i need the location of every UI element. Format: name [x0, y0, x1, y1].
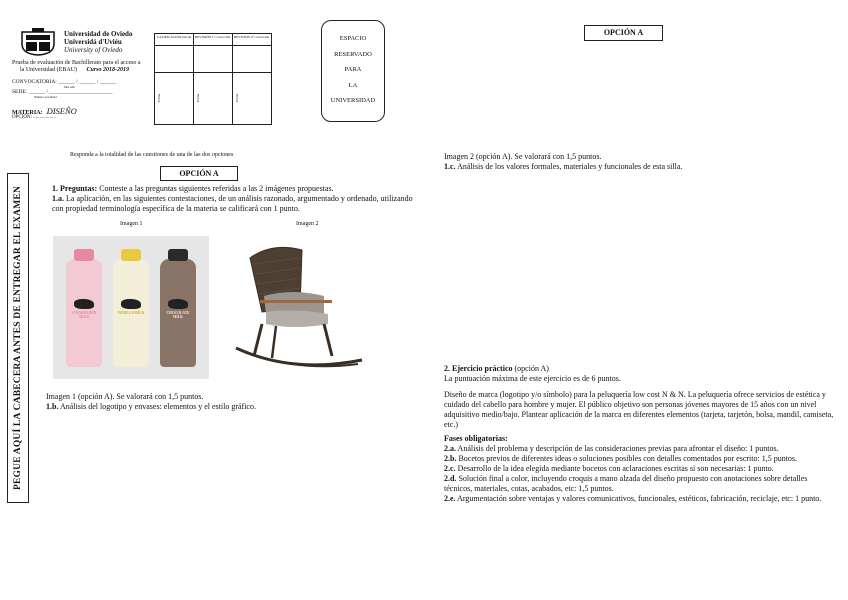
rocking-chair-image	[232, 238, 365, 376]
q1c-text: Análisis de los valores formales, materiales y funcionales de esta silla.	[455, 162, 683, 171]
phase-text: Análisis del problema y descripción de las consideraciones previas para afrontar el diseño: 1 puntos.	[456, 444, 779, 453]
side-banner-text: PEGUE AQUÍ LA CABECERA ANTES DE ENTREGAR EL EXAMEN	[13, 185, 23, 491]
option-title-left: OPCIÓN A	[160, 166, 238, 181]
grade-mid-line	[155, 72, 271, 73]
exercise-2	[444, 364, 824, 383]
img1-score: Imagen 1 (opción A). Se valorará con 1,5 puntos.	[46, 392, 204, 401]
exam-description	[12, 60, 141, 74]
q2-score: La puntuación máxima de este ejercicio es de 6 puntos.	[444, 374, 621, 383]
q2-title-suffix: (opción A)	[512, 364, 549, 373]
bottle-label: STRAWBERRY MILK	[71, 311, 97, 319]
brief-line: cuidado del cabello para hombre y mujer. El público objetivo son personas jóvenes mayores de 15 años con un nivel	[444, 400, 817, 409]
image-2-question	[444, 152, 824, 171]
q1a-line2: con propiedad terminología específica de la materia se calificará con 1 punto.	[52, 204, 300, 213]
grade-col-rev2: REVISIÓN 2ª corrección	[233, 35, 270, 39]
side-banner	[7, 173, 29, 503]
grade-divider	[232, 34, 233, 124]
phase-text: Solución final a color, incluyendo croquis a mano alzada del diseño propuesto con anotaciones sobre detalles	[456, 474, 808, 483]
phase-label: 2.d.	[444, 474, 457, 483]
q1b-text: Análisis del logotipo y envases: elementos y el estilo gráfico.	[58, 402, 256, 411]
brief-line: Diseño de marca (logotipo y/o símbolo) para la peluquería low cost N & N. La peluquería ofrece servicios de estética y	[444, 390, 826, 399]
exam-line-1: Prueba de evaluación de Bachillerato para el acceso a	[12, 60, 141, 66]
reserved-line: LA	[348, 81, 358, 89]
firma-label: Firma	[235, 93, 239, 102]
sede-field[interactable]: SEDE: ______ / _______________________	[12, 89, 113, 95]
q2-title: 2. Ejercicio práctico	[444, 364, 513, 373]
grade-header-line	[155, 45, 271, 46]
convocatoria-field[interactable]: CONVOCATORIA: ______ / ______ / ______	[12, 79, 117, 85]
reserved-space-box	[321, 20, 385, 122]
university-names	[64, 30, 132, 54]
vanilla-bottle	[113, 259, 149, 367]
firma-label: Firma	[157, 93, 161, 102]
milk-bottles-image	[53, 236, 209, 379]
q1-text: Conteste a las preguntas siguientes referidas a las 2 imágenes propuestas.	[97, 184, 334, 193]
convocatoria-sub: Mes Año	[64, 85, 75, 89]
image-1-question	[46, 392, 416, 411]
phases-title: Fases obligatorias:	[444, 434, 508, 443]
brief-line: etc.)	[444, 420, 458, 429]
bottle-cap	[168, 249, 188, 261]
phase-text: Desarrollo de la idea elegida mediante bocetos con aclaraciones escritas si son necesarias: 1 punto.	[455, 464, 774, 473]
university-logo-icon	[18, 28, 58, 56]
phase-text: Bocetos previos de diferentes ideas o soluciones posibles con detalles comentados por escrito: 1,5 puntos.	[456, 454, 798, 463]
firma-label: Firma	[196, 93, 200, 102]
question-1	[52, 184, 422, 213]
q1b-label: 1.b.	[46, 402, 59, 411]
bottle-label: CHOCOLATE MILK	[166, 311, 190, 319]
phase-text: técnicos, materiales, cotas, acabados, etc: 1,5 puntos.	[444, 484, 614, 493]
grade-table	[154, 33, 272, 125]
reserved-line: UNIVERSIDAD	[330, 97, 376, 104]
reserved-line: PARA	[344, 66, 362, 73]
university-name-ast: Universidá d'Uviéu	[64, 38, 122, 46]
university-name-es: Universidad de Oviedo	[64, 30, 133, 38]
materia-value: DISEÑO	[46, 106, 77, 116]
exam-line-2: la Universidad (EBAU)	[20, 67, 77, 73]
grade-col-rev1: REVISIÓN 1ª corrección	[194, 35, 231, 39]
university-name-en: University of Oviedo	[64, 46, 123, 54]
phase-label: 2.b.	[444, 454, 457, 463]
phase-label: 2.c.	[444, 464, 456, 473]
strawberry-bottle	[66, 259, 102, 367]
instruction: Responda a la totalidad de las cuestiones de una de las dos opciones	[70, 152, 234, 158]
chocolate-bottle	[160, 259, 196, 367]
q1c-label: 1.c.	[444, 162, 456, 171]
bottle-cap	[121, 249, 141, 261]
bottle-label: VANILLA MILK	[117, 311, 145, 315]
q1a-label: 1.a.	[52, 194, 64, 203]
exercise-brief	[444, 390, 834, 429]
phase-label: 2.a.	[444, 444, 456, 453]
bottle-cap	[74, 249, 94, 261]
q1a-line1: La aplicación, en las siguientes contestaciones, de un análisis razonado, argumentado y ordenado, utilizando	[64, 194, 413, 203]
option-title-right: OPCIÓN A	[584, 25, 663, 41]
phase-label: 2.e.	[444, 494, 456, 503]
reserved-line: ESPACIO	[339, 35, 367, 42]
cow-logo-icon	[74, 299, 94, 309]
phase-text: Argumentación sobre ventajas y valores comunicativos, funcionales, estéticos, fabricación, reciclaje, etc: 1 punto.	[455, 494, 822, 503]
phases	[444, 434, 824, 503]
materia-label: MATERIA:	[12, 110, 43, 116]
opcion-field[interactable]: OPCIÓN: ..................	[12, 115, 56, 120]
img2-score: Imagen 2 (opción A). Se valorará con 1,5 puntos.	[444, 152, 602, 161]
course: Curso 2018-2019	[86, 67, 130, 73]
grade-col-initial: CALIFICACIÓN Inicial	[156, 35, 192, 39]
brief-line: adquisitivo medio/bajo. Plantear aplicación de la marca en diferentes elementos (tarjeta, tarjetón, bolsa, mandil, camiseta,	[444, 410, 834, 419]
reserved-line: RESERVADO	[334, 50, 372, 58]
cow-logo-icon	[168, 299, 188, 309]
q1-title: 1. Preguntas:	[52, 184, 98, 193]
image-2-caption: Imagen 2	[296, 221, 319, 227]
sede-sub: Número Localidad	[34, 95, 57, 99]
grade-divider	[193, 34, 194, 124]
cow-logo-icon	[121, 299, 141, 309]
image-1-caption: Imagen 1	[120, 221, 143, 227]
